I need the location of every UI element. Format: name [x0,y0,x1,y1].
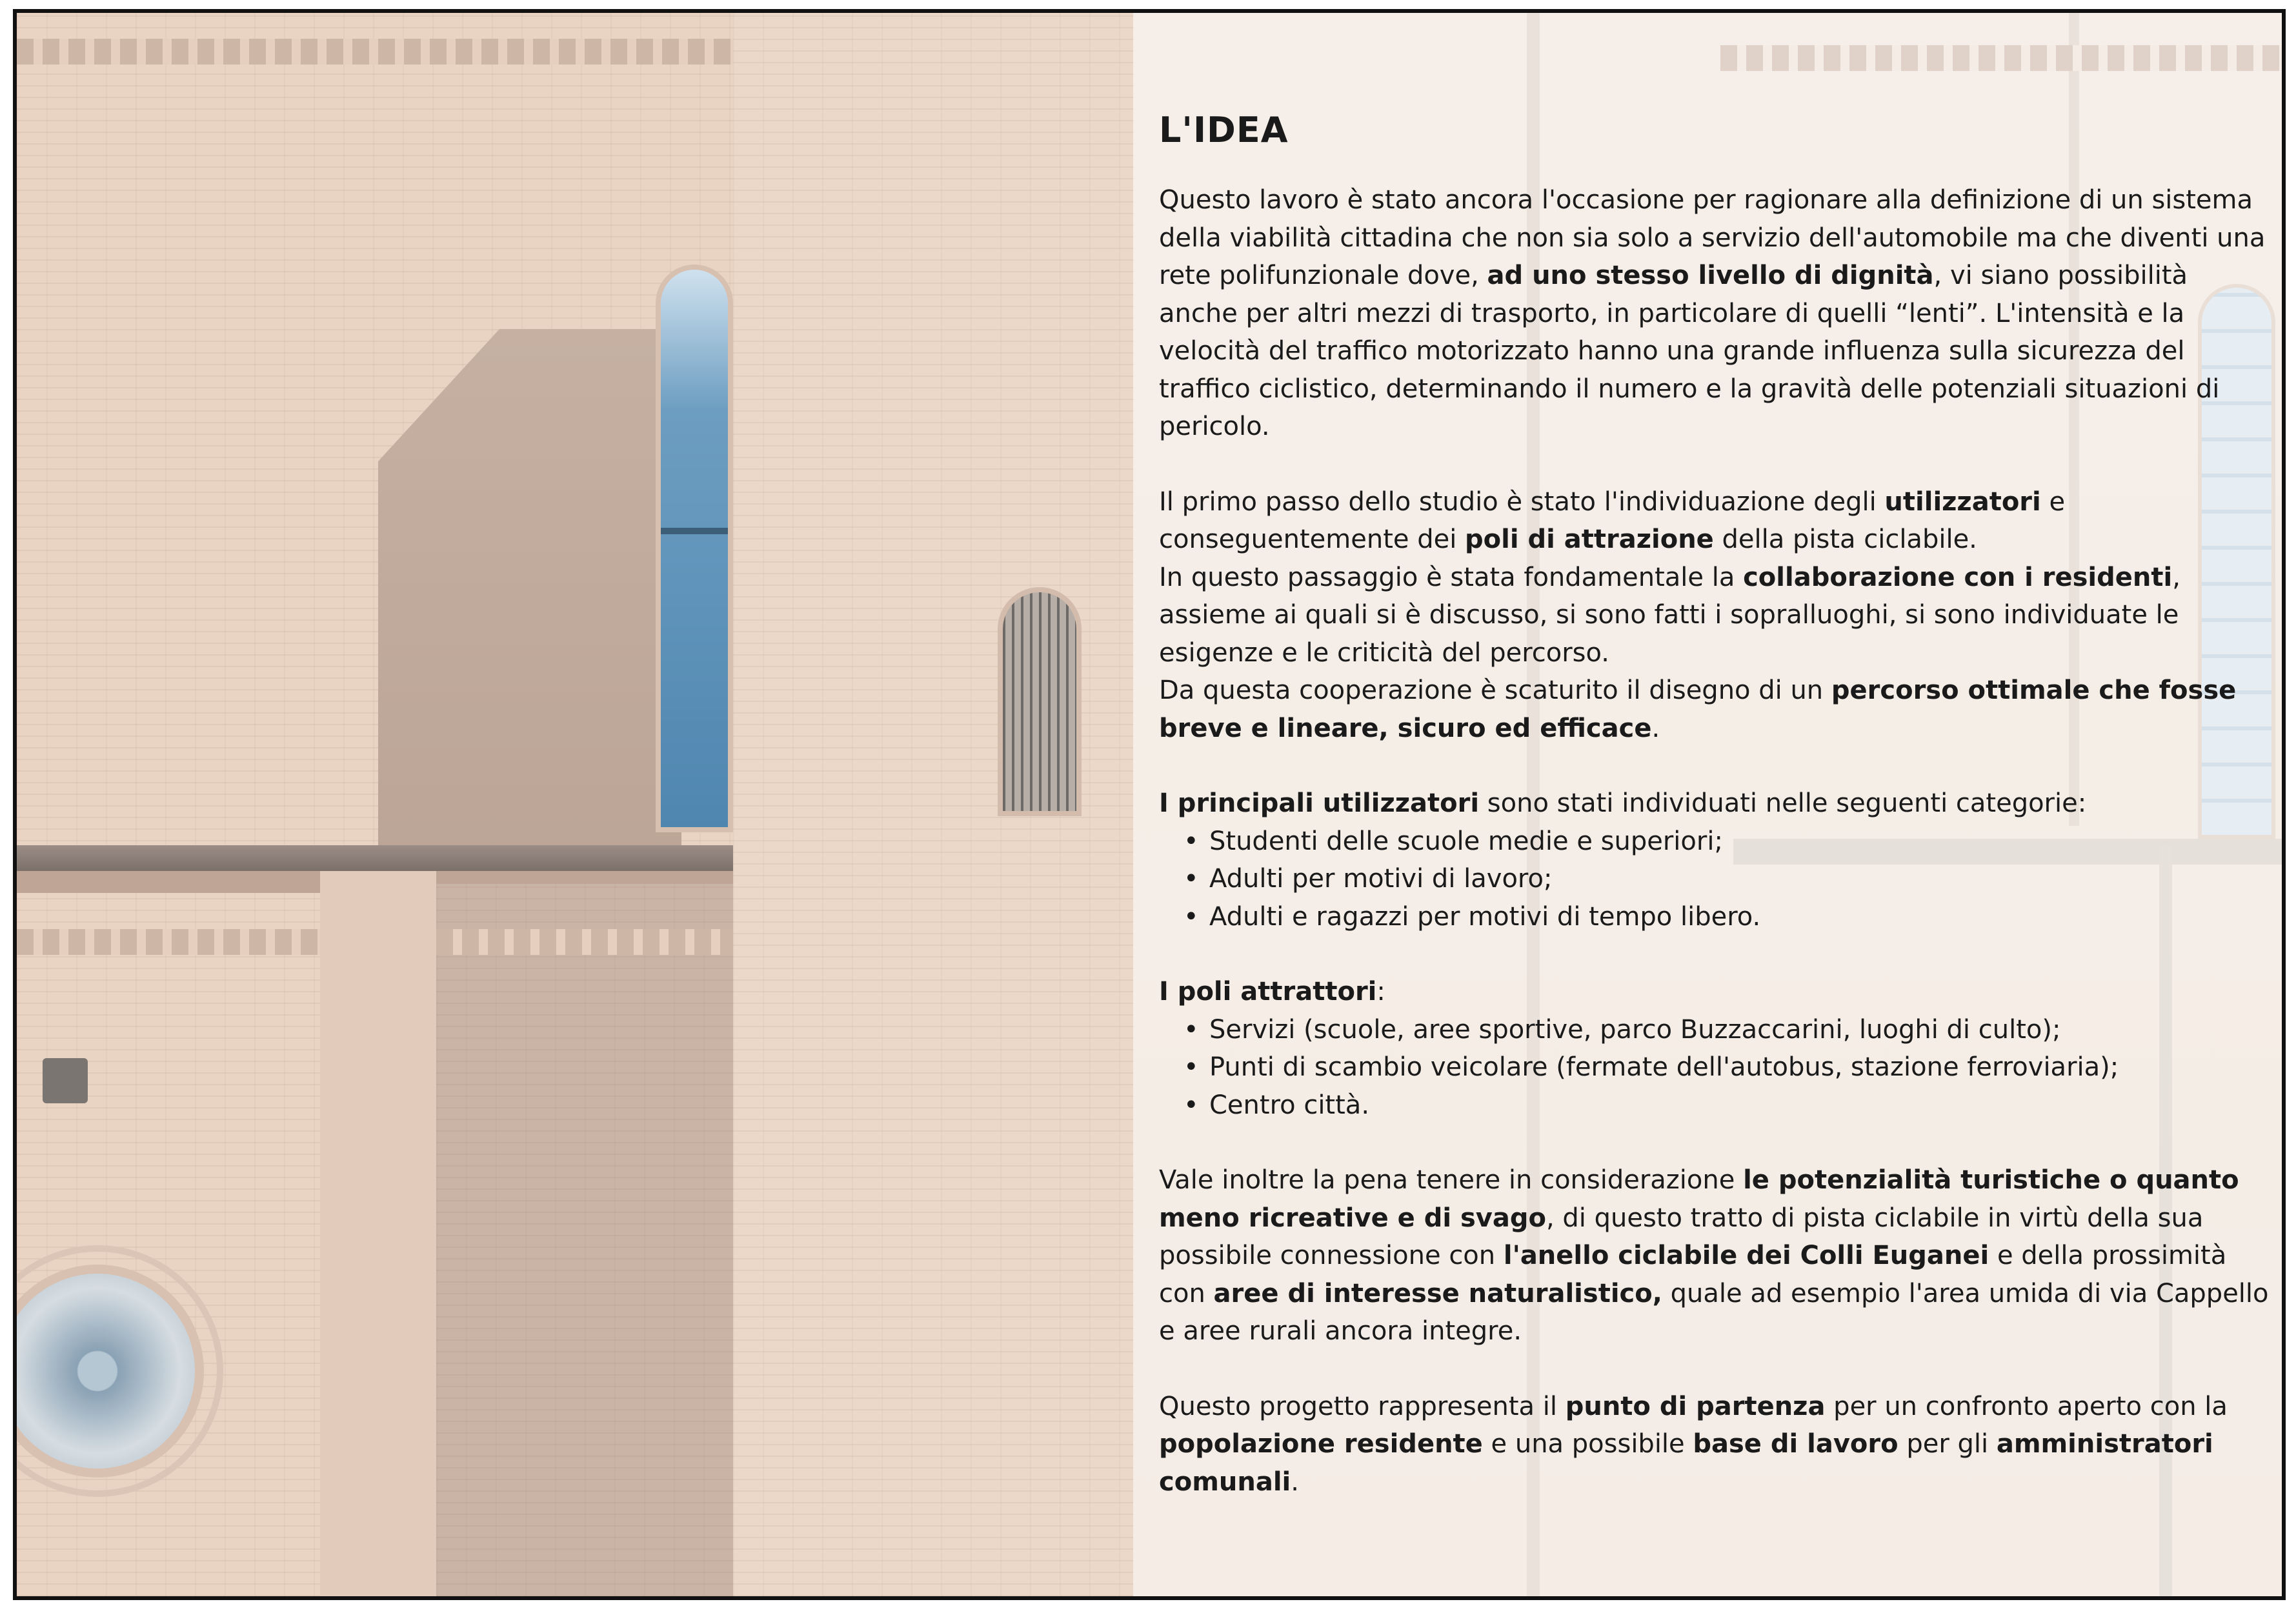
text-run: quale ad esempio l'area umida di via Cappello e aree rurali ancora integre. [1159,1278,2269,1346]
dentil-cornice-top [17,39,733,65]
text-run: Questo lavoro è stato ancora l'occasione per ragionare alla definizione di un sistema della viabilità cittadina che non sia solo a servizio dell'automobile ma che diventi una rete polifunzionale dove, [1159,185,2266,290]
text-run: Il primo passo dello studio è stato l'individuazione degli [1159,486,1877,517]
brick-wall-shaded [436,884,733,1596]
users-heading [1159,785,2269,823]
list-item: • Punti di scambio veicolare (fermate dell'autobus, stazione ferroviaria); [1183,1048,2269,1087]
bold-run: l'anello ciclabile dei Colli Euganei [1503,1241,1989,1270]
text-run: Da questa cooperazione è scaturito il disegno di un [1159,676,1824,705]
bold-run: amministratori comunali [1159,1429,2213,1497]
bold-run: le potenzialità turistiche o quanto meno ricreative e di svago [1159,1165,2239,1233]
dentil-cornice-right [436,929,733,955]
dentil-cornice-left [17,929,320,955]
text-run: . [1651,713,1660,743]
intro-paragraph [1159,181,2269,446]
text-run: e conseguentemente dei [1159,486,2066,554]
grilled-window [998,587,1082,816]
text-run: , vi siano possibilità anche per altri mezzi di trasporto, in particolare di quelli “lenti”. L'intensità e la velocità del traffico motorizzato hanno una grande influenza sulla sicurezza del traffico ciclistico, determinando il numero e la gravità delle potenziali situazioni di pericolo. [1159,261,2220,441]
rose-window [13,1265,204,1478]
text-run: Questo progetto rappresenta il [1159,1391,1557,1421]
bold-run: ad uno stesso livello di dignità [1487,261,1934,290]
pilaster [320,871,436,1596]
bold-run: I poli attrattori [1159,977,1377,1007]
bold-run: aree di interesse naturalistico, [1213,1278,1662,1308]
list-item: • Adulti per motivi di lavoro; [1183,860,2269,898]
arched-window [656,265,733,832]
bold-run: poli di attrazione [1465,525,1714,554]
text-run: , di questo tratto di pista ciclabile in virtù della sua possibile connessione con [1159,1203,2204,1270]
bold-run: punto di partenza [1565,1391,1826,1421]
bold-run: popolazione residente [1159,1429,1483,1459]
page-frame [13,9,2286,1600]
list-item: • Studenti delle scuole medie e superiori; [1183,823,2269,861]
text-run: : [1376,977,1385,1007]
page-title: L'IDEA [1159,110,1289,150]
bold-run: base di lavoro [1693,1429,1898,1459]
text-run: per un confronto aperto con la [1833,1391,2228,1421]
users-list [1183,823,2269,936]
faded-cornice [1720,45,2282,71]
list-item: • Adulti e ragazzi per motivi di tempo libero. [1183,898,2269,936]
text-run: In questo passaggio è stata fondamentale la [1159,562,1735,592]
text-run: della pista ciclabile. [1722,525,1977,554]
bold-run: utilizzatori [1884,486,2041,517]
text-panel [1159,110,2269,1501]
text-run: , assieme ai quali si è discusso, si sono fatti i sopralluoghi, si sono individuate le esigenze e le criticità del percorso. [1159,562,2180,668]
text-run: e della prossimità con [1159,1241,2227,1308]
tourism-paragraph [1159,1161,2269,1350]
bold-run: percorso ottimale che fosse breve e lineare, sicuro ed efficace [1159,676,2237,743]
list-item: • Servizi (scuole, aree sportive, parco Buzzaccarini, luoghi di culto); [1183,1011,2269,1049]
poles-list [1183,1011,2269,1125]
text-run: Vale inoltre la pena tenere in considerazione [1159,1165,1735,1195]
text-run: . [1291,1467,1299,1497]
text-run: per gli [1906,1429,1989,1459]
study-paragraph [1159,483,2269,748]
poles-heading [1159,973,2269,1011]
bold-run: collaborazione con i residenti [1743,562,2173,592]
conclusion-paragraph [1159,1388,2269,1501]
wall-lamp [43,1058,88,1103]
text-run: e una possibile [1491,1429,1685,1459]
text-run: sono stati individuati nelle seguenti categorie: [1487,788,2087,818]
bold-run: I principali utilizzatori [1159,788,1480,818]
list-item: • Centro città. [1183,1087,2269,1125]
rain-gutter [17,845,733,871]
